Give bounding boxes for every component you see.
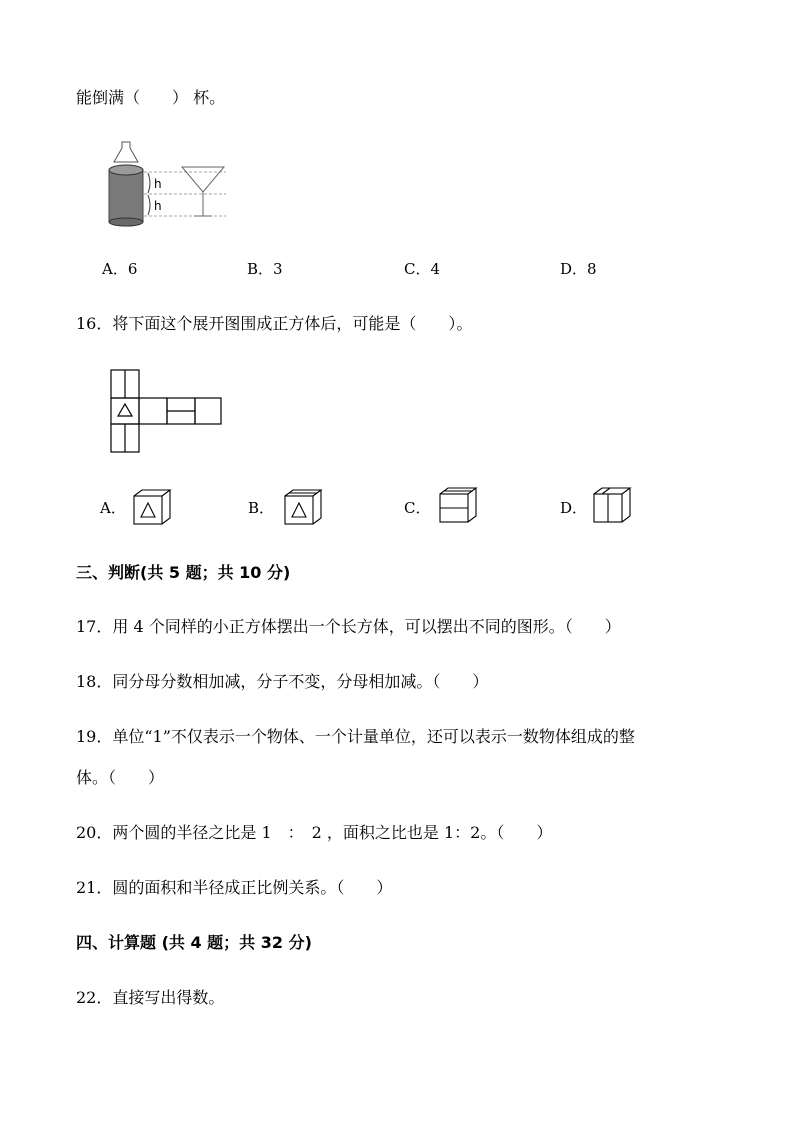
- triangle-icon: [141, 503, 155, 517]
- triangle-icon: [292, 503, 306, 517]
- question-19-continued: 体。（ ）: [76, 768, 165, 787]
- question-16: 16．将下面这个展开图围成正方体后，可能是（ ）。: [76, 314, 473, 333]
- cube-net-figure: [108, 368, 224, 454]
- bottle-body: [109, 170, 143, 222]
- cube-option-c: [438, 486, 482, 524]
- section-4-title: 四、计算题 (共 4 题；共 32 分): [76, 933, 312, 952]
- q15-option-c: C．4: [404, 260, 441, 278]
- question-20: 20．两个圆的半径之比是 1 ： 2 ，面积之比也是 1：2。（ ）: [76, 823, 553, 842]
- q15-option-b: B．3: [247, 260, 283, 278]
- q16-option-c: C．: [404, 499, 431, 517]
- question-19: 19．单位“1”不仅表示一个物体、一个计量单位，还可以表示一数物体组成的整: [76, 727, 635, 746]
- question-21: 21．圆的面积和半径成正比例关系。（ ）: [76, 878, 393, 897]
- h-label-bottom: h: [154, 199, 162, 213]
- question-15-tail: 能倒满（ ） 杯。: [76, 88, 226, 107]
- triangle-icon: [118, 404, 132, 416]
- cube-option-a: [132, 488, 176, 526]
- bottle-and-glass-figure: [104, 140, 230, 228]
- question-17: 17．用 4 个同样的小正方体摆出一个长方体，可以摆出不同的图形。（ ）: [76, 617, 621, 636]
- bottle-top-ellipse: [109, 165, 143, 175]
- question-22: 22．直接写出得数。: [76, 988, 225, 1007]
- cube-option-b: [283, 488, 327, 526]
- goblet-cup: [182, 167, 224, 192]
- question-18: 18．同分母分数相加减，分子不变，分母相加减。（ ）: [76, 672, 489, 691]
- cube-option-d: [592, 486, 636, 524]
- q16-option-b: B．: [248, 499, 275, 517]
- h-label-top: h: [154, 177, 162, 191]
- q16-option-a: A．: [100, 499, 126, 517]
- q15-option-a: A．6: [102, 260, 138, 278]
- section-3-title: 三、判断(共 5 题；共 10 分): [76, 563, 291, 582]
- q15-option-d: D．8: [560, 260, 597, 278]
- q16-option-d: D．: [560, 499, 588, 517]
- bottle-neck: [114, 142, 138, 162]
- bottle-bottom-ellipse: [109, 218, 143, 226]
